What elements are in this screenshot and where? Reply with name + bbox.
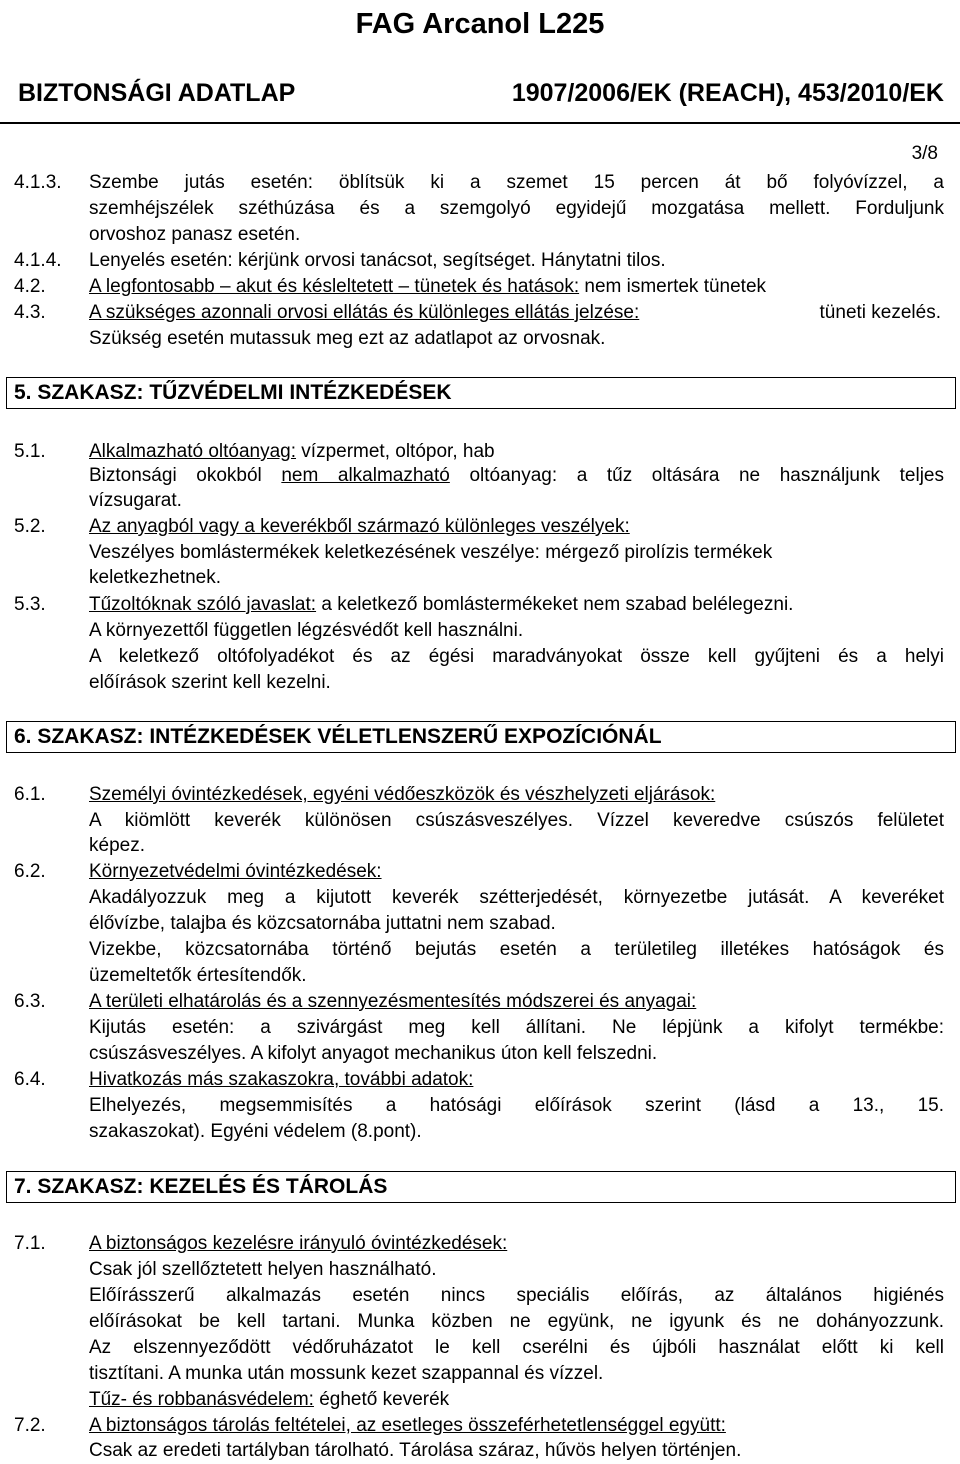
item-number: 7.1. [14,1233,46,1254]
section-heading: 6. SZAKASZ: INTÉZKEDÉSEK VÉLETLENSZERŰ EXPOZÍCIÓNÁL [6,721,956,753]
subsection-value: tüneti kezelés. [819,302,941,323]
subsection-value: vízpermet, oltópor, hab [301,441,495,462]
paragraph-line [89,302,941,324]
item-number: 4.1.4. [14,250,62,271]
paragraph-line: A kiömlött keverék különösen csúszásveszélyes. Vízzel keveredve csúszós felületet [89,810,944,831]
subsection-label: A területi elhatárolás és a szennyezésmentesítés módszerei és anyagai: [89,991,697,1012]
product-name: FAG Arcanol L225 [355,8,605,40]
paragraph-line: képez. [89,835,145,856]
paragraph-line: előírások szerint kell kezelni. [89,672,331,693]
paragraph-line: előírásokat be kell tartani. Munka közben ne együnk, ne igyunk és ne dohányozzunk. [89,1311,944,1332]
paragraph-line: szemhéjszélek széthúzása és a szemgolyó egyidejű mozgatása mellett. Forduljunk [89,198,944,219]
paragraph-line: Veszélyes bomlástermékek keletkezésének veszélye: mérgező pirolízis termékek [89,542,773,563]
item-number: 6.1. [14,784,46,805]
item-number: 6.2. [14,861,46,882]
paragraph-line [89,276,766,298]
paragraph-line: Elhelyezés, megsemmisítés a hatósági előírások szerint (lásd a 13., 15. [89,1095,944,1116]
subsection-value: a keletkező bomlástermékeket nem szabad belélegezni. [321,594,794,615]
subsection-label: Tűzoltóknak szóló javaslat: [89,594,317,615]
text-span: Biztonsági okokból [89,465,262,486]
paragraph-line [89,465,944,487]
paragraph-line: Szembe jutás esetén: öblítsük ki a szemet 15 percen át bő folyóvízzel, a [89,172,944,193]
subsection-label: Tűz- és robbanásvédelem: [89,1389,314,1410]
paragraph-line: Az elszennyeződött védőruházatot le kell cserélni és újbóli használat előtt ki kell [89,1337,944,1358]
paragraph-line: A keletkező oltófolyadékot és az égési maradványokat össze kell gyűjteni és a helyi [89,646,944,667]
paragraph-line [89,1389,449,1411]
item-number: 7.2. [14,1415,46,1436]
paragraph-line: orvoshoz panasz esetén. [89,224,301,245]
subsection-value: nem ismertek tünetek [584,276,767,297]
subsection-label: Hivatkozás más szakaszokra, további adatok: [89,1069,474,1090]
paragraph-line: Csak az eredeti tartályban tárolható. Tárolása száraz, hűvös helyen történjen. [89,1440,742,1461]
paragraph-line: élővízbe, talajba és közcsatornába juttatni nem szabad. [89,913,556,934]
paragraph-line [89,441,495,463]
text-span: oltóanyag: a tűz oltására ne használjunk teljes [469,465,944,486]
item-number: 4.3. [14,302,46,323]
subsection-label: A biztonságos tárolás feltételei, az esetleges összeférhetetlenséggel együtt: [89,1415,726,1436]
subsection-label: Környezetvédelmi óvintézkedések: [89,861,382,882]
item-number: 5.1. [14,441,46,462]
document-type: BIZTONSÁGI ADATLAP [18,79,296,107]
header-divider [0,122,960,124]
subsection-label: A biztonságos kezelésre irányuló óvintézkedések: [89,1233,508,1254]
item-number: 5.2. [14,516,46,537]
paragraph-line: üzemeltetők értesítendők. [89,965,307,986]
paragraph-line: A környezettől független légzésvédőt kell használni. [89,620,524,641]
paragraph-line: Szükség esetén mutassuk meg ezt az adatlapot az orvosnak. [89,328,606,349]
paragraph-line: keletkezhetnek. [89,567,222,588]
subsection-label: Alkalmazható oltóanyag: [89,441,297,462]
section-heading: 7. SZAKASZ: KEZELÉS ÉS TÁROLÁS [6,1171,956,1203]
paragraph-line [89,594,793,616]
subsection-value: éghető keverék [319,1389,450,1410]
paragraph-line: Akadályozzuk meg a kijutott keverék szétterjedését, környezetbe jutását. A keveréket [89,887,944,908]
item-number: 4.2. [14,276,46,297]
subsection-label: Személyi óvintézkedések, egyéni védőeszközök és vészhelyzeti eljárások: [89,784,716,805]
regulation-reference: 1907/2006/EK (REACH), 453/2010/EK [511,79,944,107]
paragraph-line: Vizekbe, közcsatornába történő bejutás esetén a területileg illetékes hatóságok és [89,939,944,960]
item-number: 4.1.3. [14,172,62,193]
paragraph-line: csúszásveszélyes. A kifolyt anyagot mechanikus úton kell felszedni. [89,1043,658,1064]
item-number: 6.4. [14,1069,46,1090]
text-span: nem alkalmazható [281,465,450,486]
paragraph-line: tisztítani. A munka után mossunk kezet szappannal és vízzel. [89,1363,604,1384]
paragraph-line: szakaszokat). Egyéni védelem (8.pont). [89,1121,422,1142]
subsection-label: A szükséges azonnali orvosi ellátás és különleges ellátás jelzése: [89,302,640,323]
subsection-label: Az anyagból vagy a keverékből származó különleges veszélyek: [89,516,630,537]
paragraph-line: Lenyelés esetén: kérjünk orvosi tanácsot, segítséget. Hánytatni tilos. [89,250,666,271]
paragraph-line: vízsugarat. [89,490,182,511]
paragraph-line: Csak jól szellőztetett helyen használható. [89,1259,437,1280]
page-number: 3/8 [911,143,938,164]
paragraph-line: Kijutás esetén: a szivárgást meg kell állítani. Ne lépjünk a kifolyt termékbe: [89,1017,944,1038]
paragraph-line: Előírásszerű alkalmazás esetén nincs speciális előírás, az általános higiénés [89,1285,944,1306]
item-number: 6.3. [14,991,46,1012]
item-number: 5.3. [14,594,46,615]
subsection-label: A legfontosabb – akut és késleltetett – tünetek és hatások: [89,276,580,297]
section-heading: 5. SZAKASZ: TŰZVÉDELMI INTÉZKEDÉSEK [6,377,956,409]
